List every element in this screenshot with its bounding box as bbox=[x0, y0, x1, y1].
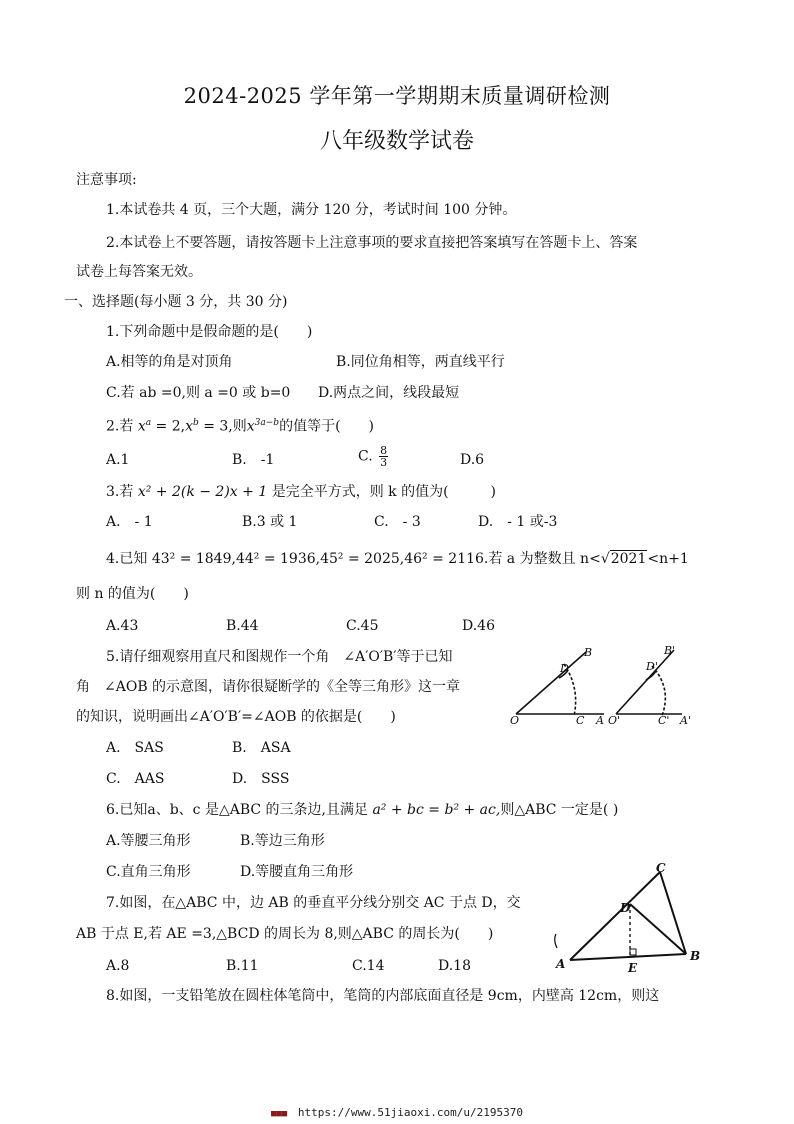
label-a: A bbox=[596, 714, 604, 726]
label-o: O bbox=[510, 714, 520, 726]
question-5-line-2: 角 ∠AOB 的示意图，请你很疑断学的《全等三角形》这一章 bbox=[76, 679, 461, 695]
math-exp-3a-b: 3a−b bbox=[254, 418, 280, 428]
question-6-option-d: D.等腰直角三角形 bbox=[240, 864, 354, 880]
side-ab bbox=[570, 954, 686, 960]
label-o2: O' bbox=[608, 714, 621, 726]
question-1-option-b: B.同位角相等，两直线平行 bbox=[336, 354, 505, 370]
question-1-option-c: C.若 ab =0,则 a =0 或 b=0 bbox=[106, 385, 291, 401]
question-1-stem: 1.下列命题中是假命题的是( ) bbox=[106, 324, 313, 340]
label-a: A bbox=[556, 957, 566, 971]
label-c: C bbox=[656, 861, 666, 875]
question-2-option-c-label: C. bbox=[358, 448, 373, 465]
right-angle-mark bbox=[630, 949, 636, 955]
question-3-option-b: B.3 或 1 bbox=[242, 514, 298, 530]
question-7-option-d: D.18 bbox=[438, 958, 471, 974]
notice-item-2: 2.本试卷上不要答题，请按答题卡上注意事项的要求直接把答案填写在答题卡上、答案 bbox=[106, 235, 638, 251]
label-d2: D' bbox=[646, 660, 658, 673]
question-4-mid: 若 a 为整数且 n< bbox=[488, 551, 601, 567]
question-2-prefix: 2.若 bbox=[106, 418, 134, 435]
footer-url[interactable]: https://www.51jiaoxi.com/u/2195370 bbox=[297, 1106, 524, 1119]
question-3-option-a: A. - 1 bbox=[106, 514, 153, 530]
fraction bbox=[379, 445, 388, 468]
math-eq1: = 2, bbox=[151, 418, 186, 435]
question-5-option-c: C. AAS bbox=[106, 771, 165, 787]
question-2-option-c bbox=[358, 445, 390, 468]
label-d: D bbox=[560, 662, 569, 675]
label-e: E bbox=[628, 961, 638, 975]
sqrt-radicand: 2021 bbox=[610, 551, 647, 567]
question-1-option-d: D.两点之间，线段最短 bbox=[318, 385, 460, 401]
math-exp-a: a bbox=[145, 418, 152, 428]
label-b: B bbox=[690, 949, 701, 963]
question-8-line-1: 8.如图，一支铅笔放在圆柱体笔筒中，笔筒的内部底面直径是 9cm，内壁高 12cm，则这 bbox=[106, 988, 660, 1004]
question-4-option-d: D.46 bbox=[462, 618, 495, 634]
question-4-option-c: C.45 bbox=[346, 618, 379, 634]
sqrt-sign: √ bbox=[600, 551, 610, 567]
angle-construction-figure bbox=[506, 644, 710, 726]
question-2-option-b: B. -1 bbox=[232, 452, 275, 468]
question-6-expression: a² + bc = b² + ac, bbox=[372, 802, 501, 818]
question-7-option-c: C.14 bbox=[352, 958, 385, 974]
math-eq2: = 3,则 bbox=[198, 418, 247, 435]
question-4-expression: 43² = 1849,44² = 1936,45² = 2025,46² = 2116. bbox=[151, 551, 489, 567]
question-6-option-c: C.直角三角形 bbox=[106, 864, 191, 880]
page-footer bbox=[0, 1106, 794, 1119]
question-7-line-1: 7.如图，在△ABC 中，边 AB 的垂直平分线分别交 AC 于点 D，交 bbox=[106, 895, 521, 911]
fraction-denominator: 3 bbox=[380, 456, 388, 469]
question-6-prefix: 6.已知a、b、c 是△ABC 的三条边,且满足 bbox=[106, 802, 368, 818]
question-4-stem-cont: 则 n 的值为( ) bbox=[76, 586, 189, 602]
question-5-line-3: 的知识，说明画出∠A′O′B′=∠AOB 的依据是( ) bbox=[76, 709, 396, 725]
question-5-option-b: B. ASA bbox=[232, 740, 291, 756]
question-5-line-1: 5.请仔细观察用直尺和图规作一个角 ∠A′O′B′等于已知 bbox=[106, 649, 453, 665]
question-2-suffix: 的值等于( ) bbox=[279, 418, 375, 435]
exam-title: 2024-2025 学年第一学期期末质量调研检测 bbox=[183, 84, 611, 108]
question-4-stem bbox=[106, 549, 689, 569]
question-3-prefix: 3.若 bbox=[106, 484, 134, 500]
question-6-stem bbox=[106, 800, 618, 820]
question-6-option-b: B.等边三角形 bbox=[240, 833, 325, 849]
math-x3: x bbox=[246, 418, 255, 435]
label-b2: B' bbox=[664, 644, 676, 657]
label-b: B bbox=[584, 646, 593, 659]
question-2-option-a: A.1 bbox=[106, 452, 130, 468]
math-exp-b: b bbox=[193, 418, 199, 428]
ray-ob bbox=[516, 652, 586, 714]
side-ac bbox=[570, 872, 660, 960]
question-5-option-a: A. SAS bbox=[106, 740, 164, 756]
question-7-option-b: B.11 bbox=[226, 958, 259, 974]
question-3-option-c: C. - 3 bbox=[374, 514, 421, 530]
question-2-stem bbox=[106, 413, 374, 437]
label-c: C bbox=[576, 714, 585, 726]
question-3-option-d: D. - 1 或-3 bbox=[478, 514, 558, 530]
section-heading: 一、选择题(每小题 3 分，共 30 分) bbox=[64, 294, 288, 310]
question-3-suffix: 是完全平方式，则 k 的值为( ) bbox=[271, 484, 497, 500]
fraction-numerator: 8 bbox=[380, 444, 388, 457]
question-6-option-a: A.等腰三角形 bbox=[106, 833, 191, 849]
notice-item-2-cont: 试卷上每答案无效。 bbox=[76, 264, 202, 280]
triangle-abc-figure bbox=[550, 860, 720, 978]
question-4-option-a: A.43 bbox=[106, 618, 139, 634]
question-5-option-d: D. SSS bbox=[232, 771, 290, 787]
math-x1: x bbox=[137, 418, 146, 435]
math-x2: x bbox=[185, 418, 193, 435]
question-3-expression: x² + 2(k − 2)x + 1 bbox=[137, 484, 268, 500]
question-2-option-d: D.6 bbox=[460, 452, 485, 468]
label-c2: C' bbox=[658, 714, 670, 726]
question-1-option-a: A.相等的角是对顶角 bbox=[106, 354, 233, 370]
question-4-option-b: B.44 bbox=[226, 618, 259, 634]
question-7-option-a: A.8 bbox=[106, 958, 130, 974]
notice-heading: 注意事项: bbox=[76, 172, 137, 188]
label-d: D bbox=[620, 901, 631, 915]
exam-subtitle: 八年级数学试卷 bbox=[319, 129, 474, 154]
question-6-suffix: 则△ABC 一定是( ) bbox=[500, 802, 619, 818]
footer-mark: ■■■ bbox=[270, 1109, 288, 1119]
question-3-stem bbox=[106, 482, 496, 502]
label-a2: A' bbox=[680, 714, 691, 726]
notice-item-1: 1.本试卷共 4 页，三个大题，满分 120 分，考试时间 100 分钟。 bbox=[106, 202, 517, 218]
question-4-tail: <n+1 bbox=[647, 551, 689, 567]
question-7-line-2: AB 于点 E,若 AE =3,△BCD 的周长为 8,则△ABC 的周长为( ) bbox=[76, 926, 494, 942]
question-4-prefix: 4.已知 bbox=[106, 551, 148, 567]
stray-mark bbox=[555, 934, 557, 948]
